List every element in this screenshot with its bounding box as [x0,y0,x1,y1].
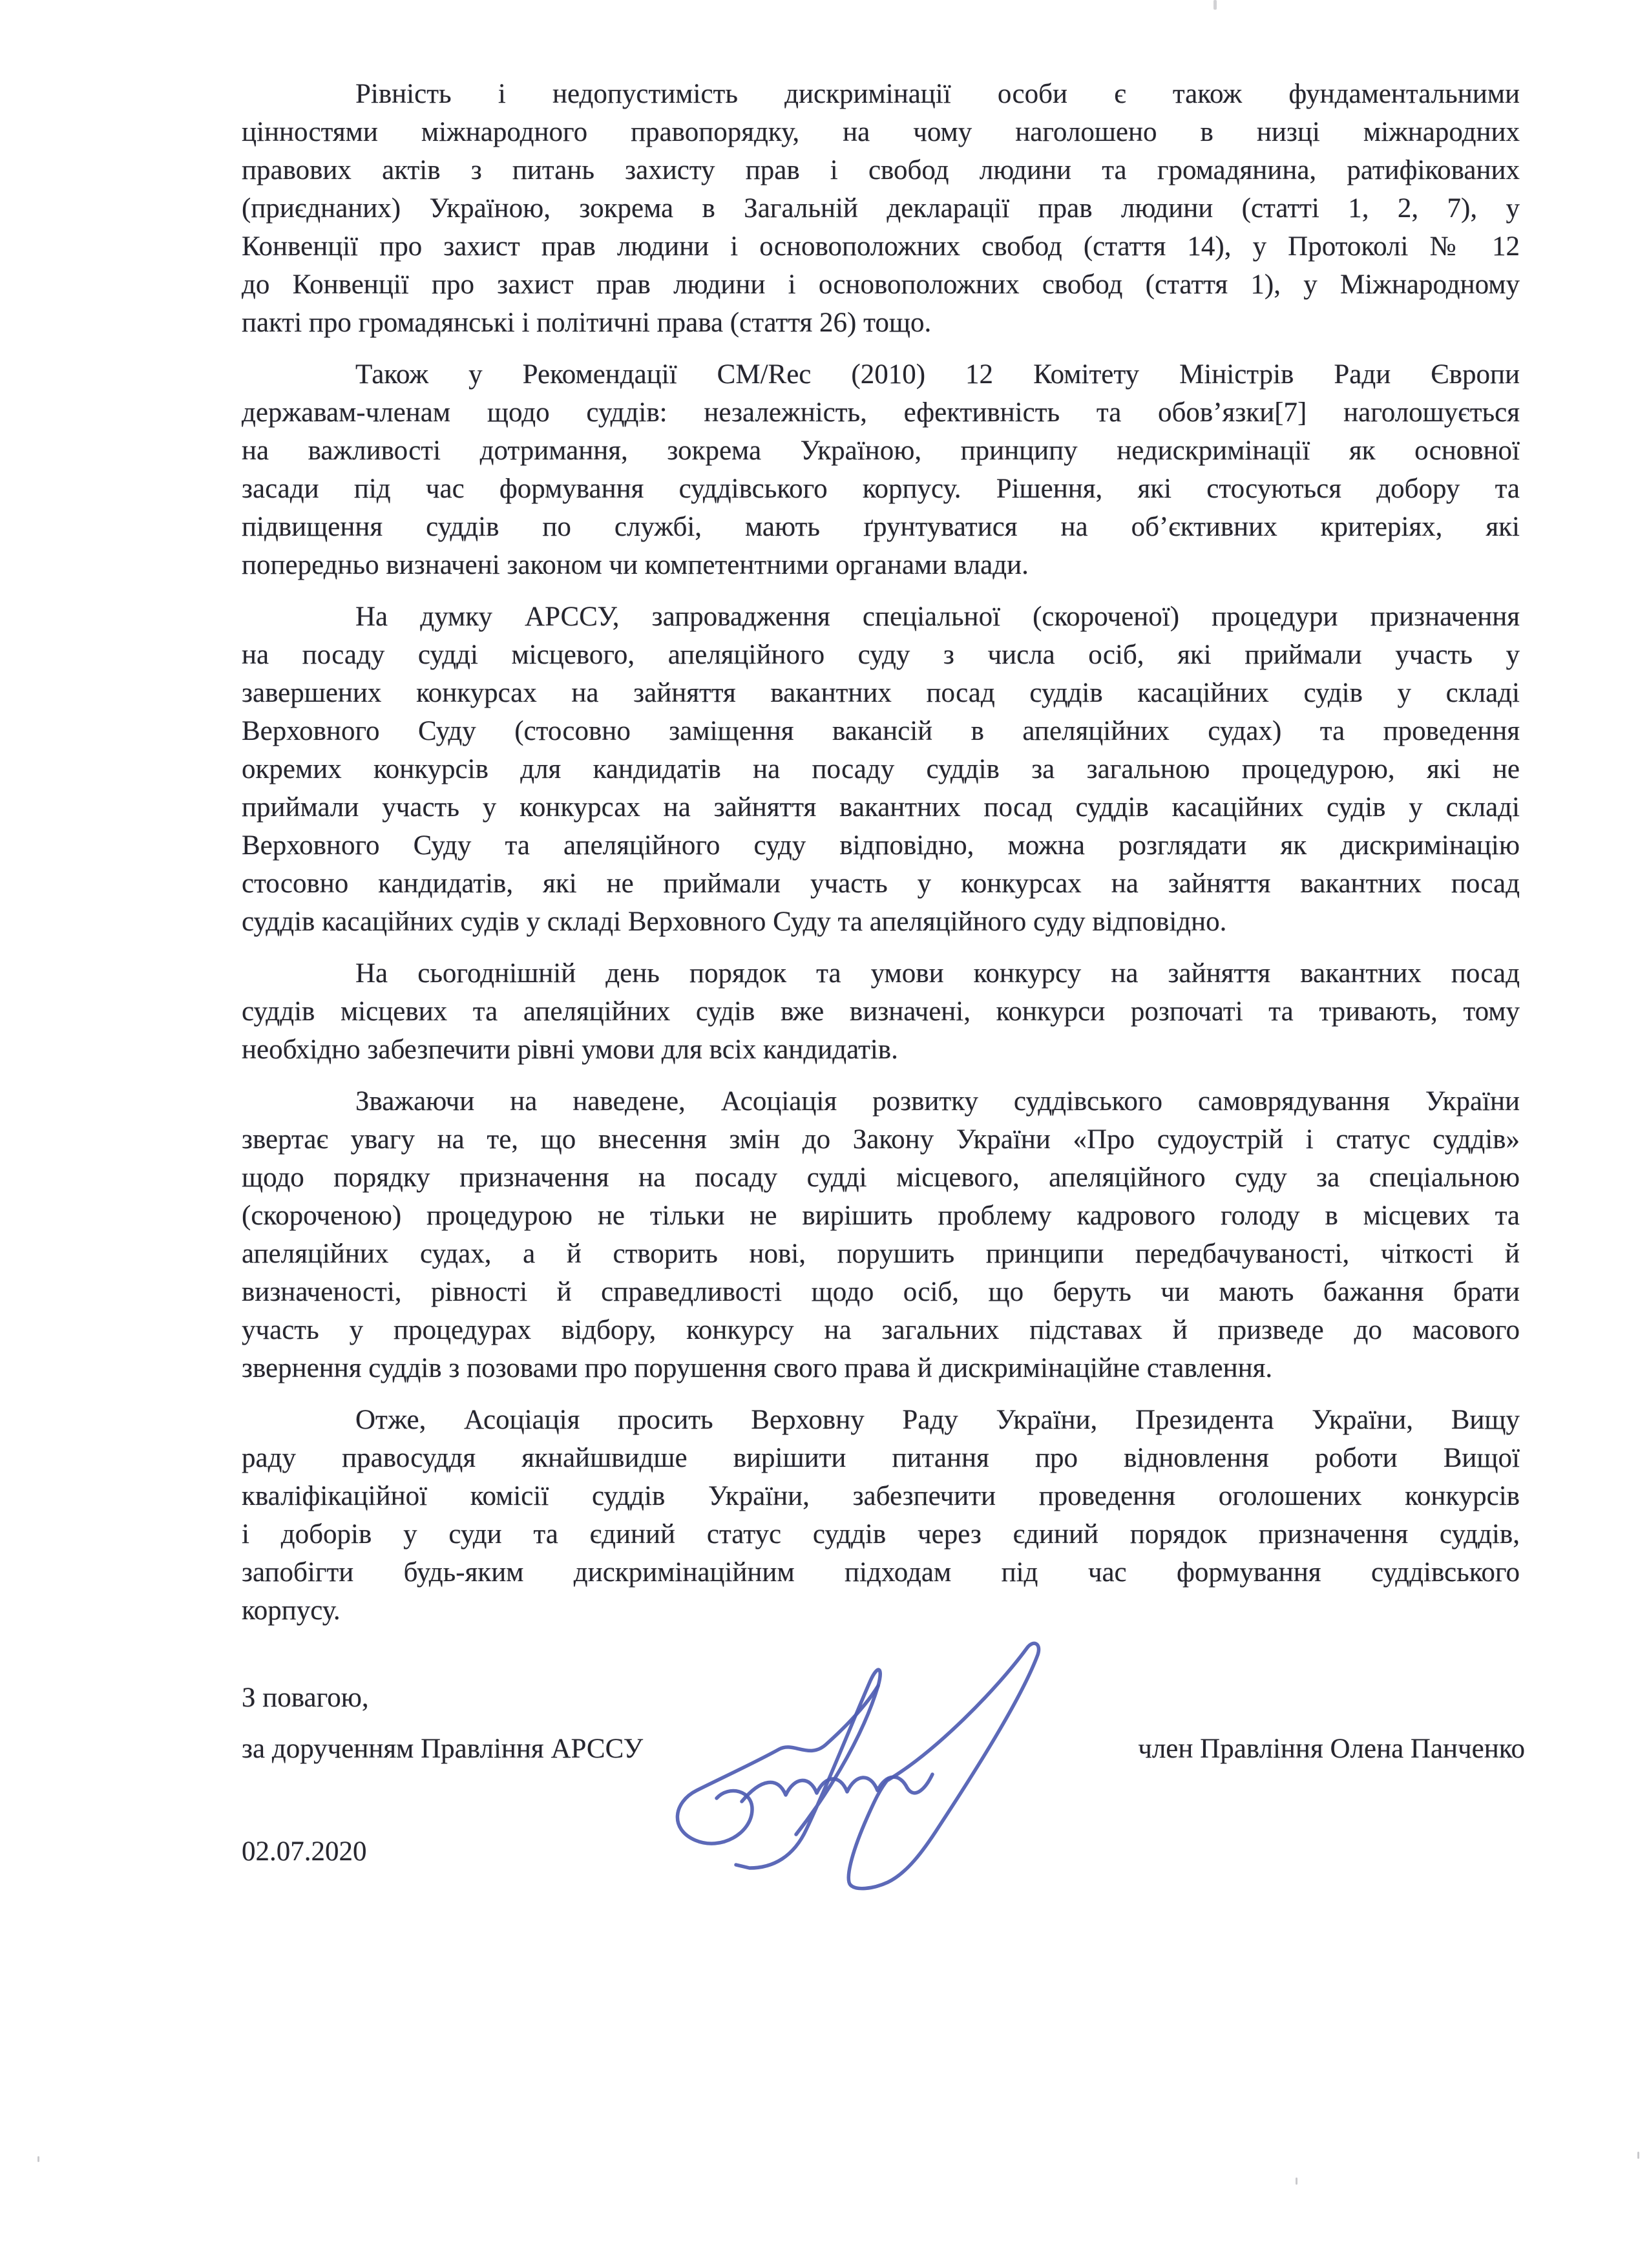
text-line: суддів місцевих та апеляційних судів вже визначені, конкурси розпочаті та тривають, тому [242,996,1520,1027]
text-line: На думку АРССУ, запровадження спеціальної (скороченої) процедури призначення [355,602,1520,632]
text-line: кваліфікаційної комісії суддів України, забезпечити проведення оголошених конкурсів [242,1481,1520,1511]
text-line: Верховного Суду (стосовно заміщення вакансій в апеляційних судах) та проведення [242,716,1520,746]
text-line: Верховного Суду та апеляційного суду відповідно, можна розглядати як дискримінацію [242,830,1520,861]
text-line: Конвенції про захист прав людини і основоположних свобод (стаття 14), у Протоколі № 12 [242,231,1520,262]
text-line: на важливості дотримання, зокрема Україною, принципу недискримінації як основної [242,436,1520,466]
text-line: звернення суддів з позовами про порушення свого права й дискримінаційне ставлення. [242,1353,1273,1383]
text-line: щодо порядку призначення на посаду судді місцевого, апеляційного суду за спеціальною [242,1162,1520,1193]
paragraph [242,75,1520,342]
text-line: Також у Рекомендації CM/Rec (2010) 12 Комітету Міністрів Ради Європи [355,359,1520,390]
paragraph [242,1082,1520,1387]
text-line: раду правосуддя якнайшвидше вирішити питання про відновлення роботи Вищої [242,1443,1520,1473]
letter-date: 02.07.2020 [242,1836,367,1867]
letter-body [242,75,1520,1643]
text-line: до Конвенції про захист прав людини і основоположних свобод (стаття 1), у Міжнародному [242,269,1520,300]
text-line: корпусу. [242,1595,341,1626]
text-line: засади під час формування суддівського корпусу. Рішення, які стосуються добору та [242,474,1520,504]
text-line: необхідно забезпечити рівні умови для всіх кандидатів. [242,1034,898,1065]
text-line: Зважаючи на наведене, Асоціація розвитку суддівського самоврядування України [355,1086,1520,1117]
text-line: Рівність і недопустимість дискримінації особи є також фундаментальними [355,79,1520,109]
handwritten-signature-icon [646,1612,1060,1900]
text-line: приймали участь у конкурсах на зайняття вакантних посад суддів касаційних судів у складі [242,792,1520,823]
text-line: пакті про громадянські і політичні права (стаття 26) тощо. [242,308,932,338]
scan-artifact [1213,0,1217,10]
scan-artifact [1637,2152,1639,2159]
text-line: звертає увагу на те, що внесення змін до Закону України «Про судоустрій і статус суддів» [242,1124,1520,1155]
paragraph [242,598,1520,941]
paragraph [242,1401,1520,1630]
paragraph [242,954,1520,1069]
signature-authority-label: за дорученням Правління АРССУ [242,1734,644,1764]
text-line: суддів касаційних судів у складі Верховного Суду та апеляційного суду відповідно. [242,907,1227,937]
text-line: апеляційних судах, а й створить нові, порушить принципи передбачуваності, чіткості й [242,1239,1520,1269]
signer-name: член Правління Олена Панченко [1138,1734,1525,1764]
text-line: Отже, Асоціація просить Верховну Раду України, Президента України, Вищу [355,1405,1520,1435]
scan-artifact [37,2156,39,2162]
text-line: визначеності, рівності й справедливості щодо осіб, що беруть чи мають бажання брати [242,1277,1520,1307]
text-line: участь у процедурах відбору, конкурсу на загальних підставах й призведе до масового [242,1315,1520,1345]
text-line: стосовно кандидатів, які не приймали участь у конкурсах на зайняття вакантних посад [242,868,1520,899]
text-line: На сьогоднішній день порядок та умови конкурсу на зайняття вакантних посад [355,958,1520,989]
closing-salutation: З повагою, [242,1683,369,1713]
text-line: запобігти будь-яким дискримінаційним підходам під час формування суддівського [242,1557,1520,1588]
text-line: попередньо визначені законом чи компетентними органами влади. [242,550,1029,580]
scan-artifact [1296,2178,1297,2185]
text-line: на посаду судді місцевого, апеляційного суду з числа осіб, які приймали участь у [242,640,1520,670]
text-line: окремих конкурсів для кандидатів на посаду суддів за загальною процедурою, які не [242,754,1520,784]
text-line: і доборів у суди та єдиний статус суддів через єдиний порядок призначення суддів, [242,1519,1520,1549]
text-line: завершених конкурсах на зайняття вакантних посад суддів касаційних судів у складі [242,678,1520,708]
text-line: державам-членам щодо суддів: незалежність, ефективність та обов’язки[7] наголошується [242,397,1520,428]
text-line: цінностями міжнародного правопорядку, на чому наголошено в низці міжнародних [242,117,1520,147]
text-line: підвищення суддів по службі, мають ґрунтуватися на об’єктивних критеріях, які [242,512,1520,542]
text-line: (приєднаних) Україною, зокрема в Загальній декларації прав людини (статті 1, 2, 7), у [242,193,1520,224]
text-line: (скороченою) процедурою не тільки не вирішить проблему кадрового голоду в місцевих та [242,1201,1520,1231]
paragraph [242,355,1520,584]
text-line: правових актів з питань захисту прав і свобод людини та громадянина, ратифікованих [242,155,1520,185]
